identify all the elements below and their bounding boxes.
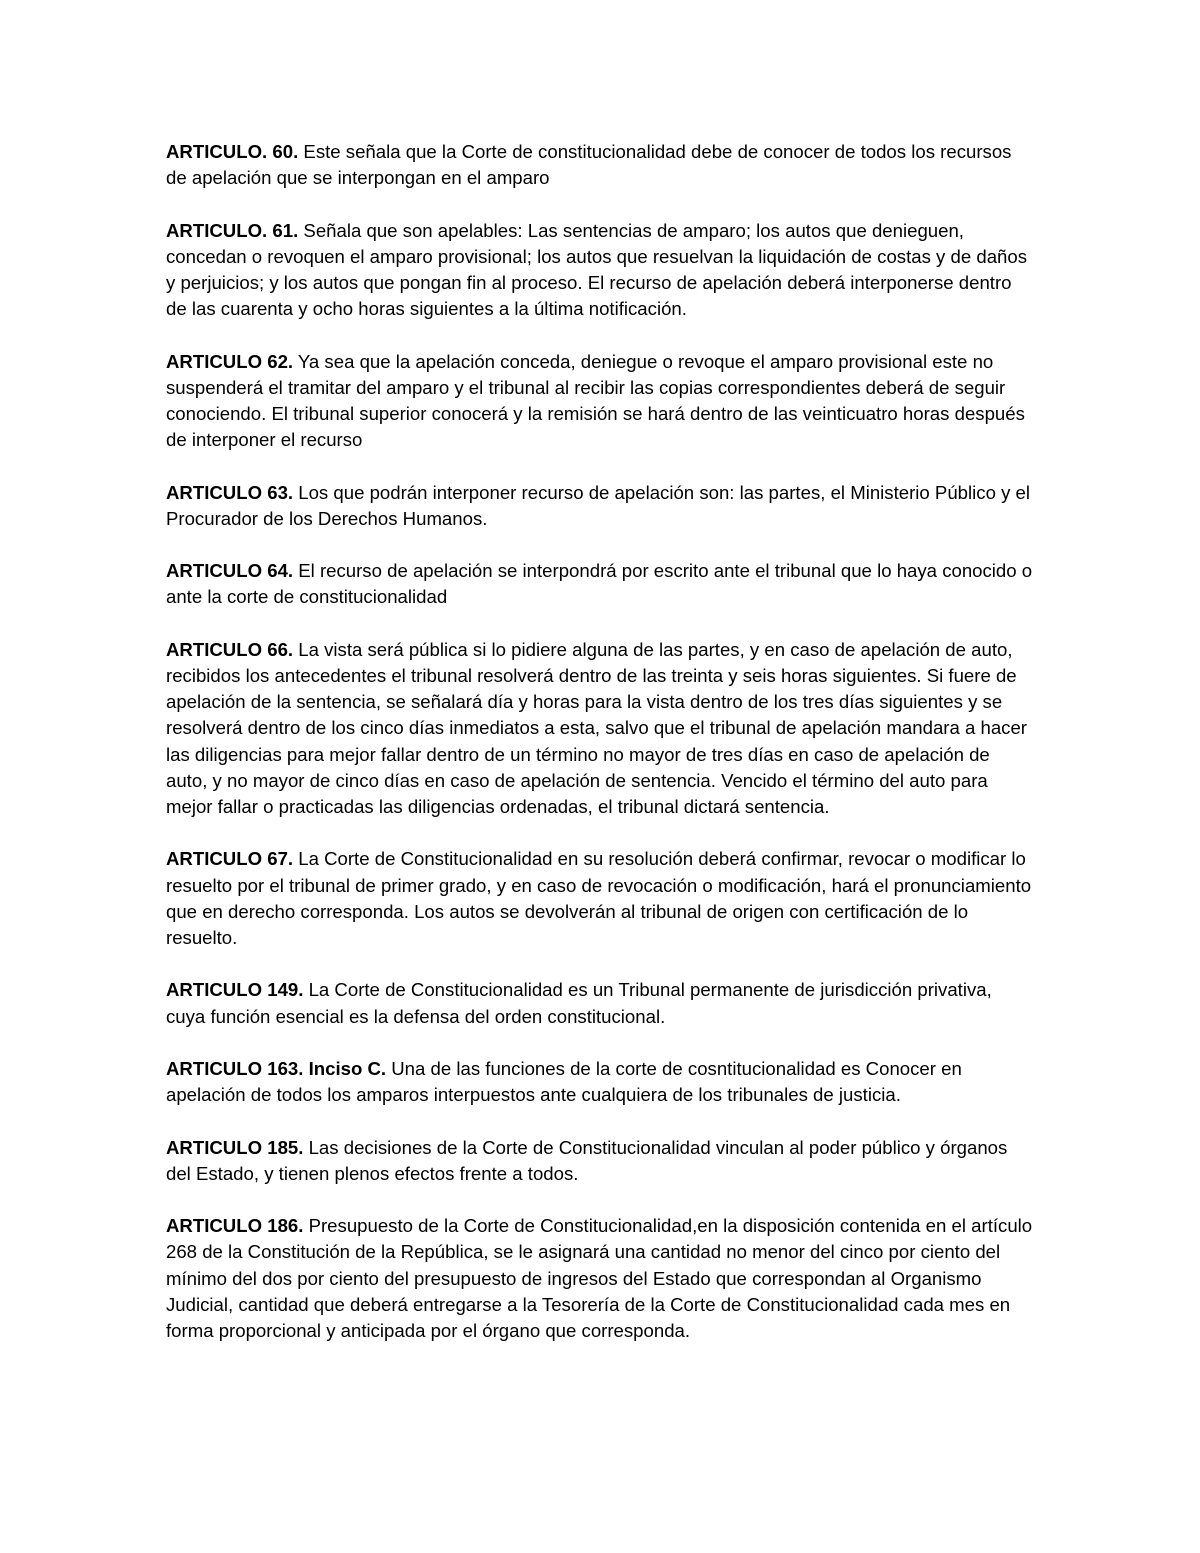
article-text: Este señala que la Corte de constitucionalidad debe de conocer de todos los recursos de apelación que se interpongan en el amparo [166,141,1012,189]
article-67 [166,846,1036,951]
article-label: ARTICULO 66. [166,638,294,660]
article-61 [166,218,1036,323]
article-text: Presupuesto de la Corte de Constitucionalidad,en la disposición contenida en el artículo 268 de la Constitución de la República, se le asignará una cantidad no menor del cinco por ciento del mínimo del dos por ciento del presupuesto de ingresos del Estado que correspondan al Organismo Judicial, cantidad que deberá entregarse a la Tesorería de la Corte de Constitucionalidad cada mes en forma proporcional y anticipada por el órgano que corresponda. [166,1215,1033,1341]
article-label: ARTICULO 67. [166,848,294,870]
article-label: ARTICULO. 61. [166,219,299,241]
article-text: Una de las funciones de la corte de cosntitucionalidad es Conocer en apelación de todos los amparos interpuestos ante cualquiera de los tribunales de justicia. [166,1057,962,1106]
article-text: Las decisiones de la Corte de Constitucionalidad vinculan al poder público y órganos del Estado, y tienen plenos efectos frente a todos. [166,1136,1008,1184]
article-label: ARTICULO 63. [166,481,294,503]
article-text: La Corte de Constitucionalidad es un Tribunal permanente de jurisdicción privativa, cuya función esencial es la defensa del orden constitucional. [166,979,992,1027]
article-text: La Corte de Constitucionalidad en su resolución deberá confirmar, revocar o modificar lo resuelto por el tribunal de primer grado, y en caso de revocación o modificación, hará el pronunciamiento que en derecho corresponda. Los autos se devolverán al tribunal de origen con certificación de lo resuelto. [166,848,1032,948]
article-163 [166,1056,1036,1108]
article-label: ARTICULO 185. [166,1136,304,1158]
article-label: ARTICULO 62. [166,350,294,372]
article-64 [166,558,1036,610]
article-label: ARTICULO. 60. [166,141,299,162]
article-label: ARTICULO 186. [166,1215,304,1237]
article-text: Señala que son apelables: Las sentencias de amparo; los autos que denieguen, concedan o revoquen el amparo provisional; los autos que resuelvan la liquidación de costas y de daños y perjuicios; y los autos que pongan fin al proceso. El recurso de apelación deberá interponerse dentro de las cuarenta y ocho horas siguientes a la última notificación. [166,219,1028,320]
article-185 [166,1135,1036,1187]
article-186 [166,1213,1036,1344]
article-text: La vista será pública si lo pidiere alguna de las partes, y en caso de apelación de auto, recibidos los antecedentes el tribunal resolverá dentro de las treinta y seis horas siguientes. Si fuere de apelación de la sentencia, se señalará día y horas para la vista dentro de los tres días siguientes y se resolverá dentro de los cinco días inmediatos a esta, salvo que el tribunal de apelación mandara a hacer las diligencias para mejor fallar dentro de un término no mayor de tres días en caso de apelación de auto, y no mayor de cinco días en caso de apelación de sentencia. Vencido el término del auto para mejor fallar o practicadas las diligencias ordenadas, el tribunal dictará sentencia. [166,638,1027,817]
document-page [166,139,1036,1370]
article-66 [166,637,1036,820]
article-text: Ya sea que la apelación conceda, deniegue o revoque el amparo provisional este no suspenderá el tramitar del amparo y el tribunal al recibir las copias correspondientes deberá de seguir conociendo. El tribunal superior conocerá y la remisión se hará dentro de las veinticuatro horas después de interponer el recurso [166,350,1025,451]
article-62 [166,349,1036,454]
article-label: ARTICULO 64. [166,560,294,582]
article-60 [166,139,1036,191]
article-149 [166,977,1036,1029]
article-label: ARTICULO 149. [166,979,304,1001]
article-text: El recurso de apelación se interpondrá por escrito ante el tribunal que lo haya conocido o ante la corte de constitucionalidad [166,560,1033,608]
article-label: ARTICULO 163. Inciso C. [166,1057,387,1079]
article-63 [166,480,1036,532]
article-text: Los que podrán interponer recurso de apelación son: las partes, el Ministerio Público y el Procurador de los Derechos Humanos. [166,481,1031,529]
